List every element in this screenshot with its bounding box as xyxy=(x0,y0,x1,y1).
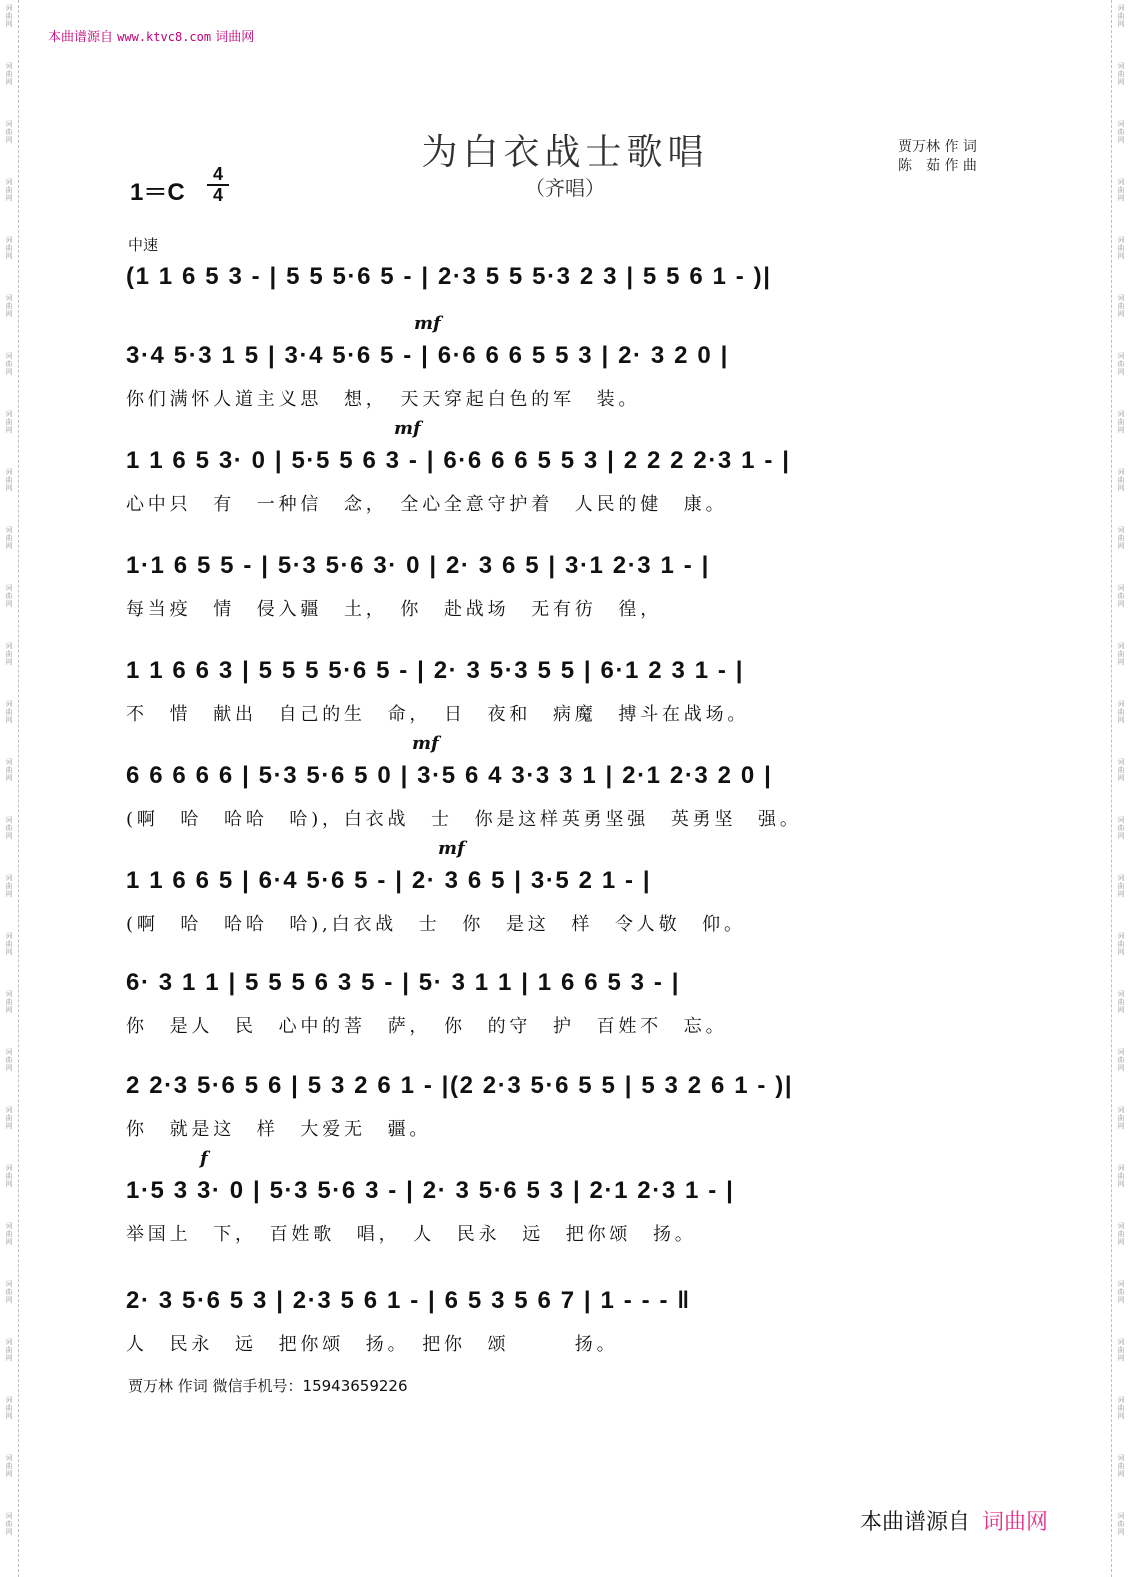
notation-row: 6· 3 1 1 | 5 5 5 6 3 5 - | 5· 3 1 1 | 1 6 6 5 3 - | xyxy=(126,969,681,996)
side-watermark-label: 词 曲 网 xyxy=(1117,1512,1125,1536)
source-prefix: 本曲谱源自 xyxy=(48,30,114,45)
lyrics-row: (啊 哈 哈哈 哈),白衣战 士 你 是这 样 令人敬 仰。 xyxy=(126,914,746,935)
side-watermark-label: 词 曲 网 xyxy=(1117,236,1125,260)
score-line xyxy=(126,733,1006,851)
song-title: 为白衣战士歌唱 xyxy=(421,132,709,173)
score-line xyxy=(126,313,1006,431)
score-line xyxy=(126,1065,1006,1161)
dynamic-marking: mf xyxy=(394,418,421,439)
lyrics-row: 你们满怀人道主义思 想， 天天穿起白色的军 装。 xyxy=(126,389,641,410)
lyrics-row: 举国上 下， 百姓歌 唱， 人 民永 远 把你颂 扬。 xyxy=(126,1224,697,1245)
side-watermark-label: 词 曲 网 xyxy=(1117,526,1125,550)
notation-row: 2 2·3 5·6 5 6 | 5 3 2 6 1 - |(2 2·3 5·6 5 5 | 5 3 2 6 1 - )| xyxy=(126,1072,794,1099)
side-watermark-label: 词 曲 网 xyxy=(1117,352,1125,376)
side-watermark-label: 词 曲 网 xyxy=(1117,178,1125,202)
side-watermark-label: 词 曲 网 xyxy=(1117,816,1125,840)
song-subtitle: （齐唱） xyxy=(525,176,605,200)
lyrics-row: 你 就是这 样 大爱无 疆。 xyxy=(126,1119,432,1140)
lyricist: 贾万林 作 词 xyxy=(898,139,977,155)
lyrics-row: 心中只 有 一种信 念， 全心全意守护着 人民的健 康。 xyxy=(126,494,728,515)
side-watermark-label: 词 曲 网 xyxy=(5,1512,13,1536)
tempo-marking: 中速 xyxy=(128,236,159,254)
meter-top: 4 xyxy=(212,164,223,184)
side-watermark-label: 词 曲 网 xyxy=(5,1280,13,1304)
source-header xyxy=(48,26,254,45)
side-watermark-label: 词 曲 网 xyxy=(1117,62,1125,86)
side-watermark-label: 词 曲 网 xyxy=(1117,700,1125,724)
side-watermark-label: 词 曲 网 xyxy=(5,178,13,202)
notation-row: 1·1 6 5 5 - | 5·3 5·6 3· 0 | 2· 3 6 5 | 3·1 2·3 1 - | xyxy=(126,552,710,579)
source-url-link[interactable]: www.ktvc8.com xyxy=(117,30,212,44)
notation-row: 1 1 6 6 3 | 5 5 5 5·6 5 - | 2· 3 5·3 5 5 | 6·1 2 3 1 - | xyxy=(126,657,745,684)
lyrics-row: 每当疫 情 侵入疆 土， 你 赴战场 无有彷 徨， xyxy=(126,599,662,620)
side-watermark-label: 词 曲 网 xyxy=(5,410,13,434)
lyrics-row: (啊 哈 哈哈 哈)，白衣战 士 你是这样英勇坚强 英勇坚 强。 xyxy=(126,809,802,830)
score-line xyxy=(126,1280,1006,1376)
side-watermark-label: 词 曲 网 xyxy=(5,1106,13,1130)
side-watermark-label: 词 曲 网 xyxy=(1117,584,1125,608)
time-signature xyxy=(207,166,229,204)
side-watermark-label: 词 曲 网 xyxy=(5,816,13,840)
side-watermark-label: 词 曲 网 xyxy=(5,1338,13,1362)
lyrics-row: 不 惜 献出 自己的生 命， 日 夜和 病魔 搏斗在战场。 xyxy=(126,704,750,725)
score-line xyxy=(126,418,1006,536)
side-watermark-label: 词 曲 网 xyxy=(1117,758,1125,782)
side-watermark-label: 词 曲 网 xyxy=(5,294,13,318)
side-watermark-label: 词 曲 网 xyxy=(1117,990,1125,1014)
side-watermark-label: 词 曲 网 xyxy=(1117,1222,1125,1246)
side-watermark-label: 词 曲 网 xyxy=(1117,4,1125,28)
dynamic-marking: mf xyxy=(412,733,439,754)
right-margin-strip xyxy=(1111,0,1130,1577)
brand-footer xyxy=(860,1505,1048,1536)
side-watermark-label: 词 曲 网 xyxy=(1117,932,1125,956)
key-signature: 1＝C xyxy=(130,179,185,206)
side-watermark-label: 词 曲 网 xyxy=(1117,874,1125,898)
side-watermark-label: 词 曲 网 xyxy=(1117,294,1125,318)
side-watermark-label: 词 曲 网 xyxy=(5,352,13,376)
side-watermark-label: 词 曲 网 xyxy=(1117,1454,1125,1478)
side-watermark-label: 词 曲 网 xyxy=(1117,120,1125,144)
dynamic-marking: mf xyxy=(414,313,441,334)
dynamic-marking: mf xyxy=(438,838,465,859)
score-line xyxy=(126,962,1006,1058)
footer-note: 贾万林 作词 微信手机号：15943659226 xyxy=(128,1377,408,1395)
side-watermark-label: 词 曲 网 xyxy=(1117,1164,1125,1188)
side-watermark-label: 词 曲 网 xyxy=(1117,1048,1125,1072)
source-suffix: 词曲网 xyxy=(215,30,255,45)
notation-row: 1 1 6 6 5 | 6·4 5·6 5 - | 2· 3 6 5 | 3·5 2 1 - | xyxy=(126,867,652,894)
notation-row: (1 1 6 5 3 - | 5 5 5·6 5 - | 2·3 5 5 5·3 2 3 | 5 5 6 1 - )| xyxy=(126,263,772,290)
score-line xyxy=(126,650,1006,746)
side-watermark-label: 词 曲 网 xyxy=(5,236,13,260)
side-watermark-label: 词 曲 网 xyxy=(5,62,13,86)
score-line xyxy=(126,838,1006,956)
side-watermark-label: 词 曲 网 xyxy=(5,758,13,782)
lyrics-row: 你 是人 民 心中的菩 萨， 你 的守 护 百姓不 忘。 xyxy=(126,1016,728,1037)
credits xyxy=(898,138,977,176)
side-watermark-label: 词 曲 网 xyxy=(5,1454,13,1478)
side-watermark-label: 词 曲 网 xyxy=(1117,468,1125,492)
score-line xyxy=(126,1148,1006,1266)
notation-row: 3·4 5·3 1 5 | 3·4 5·6 5 - | 6·6 6 6 5 5 3 | 2· 3 2 0 | xyxy=(126,342,729,369)
side-watermark-label: 词 曲 网 xyxy=(1117,1338,1125,1362)
meter-bottom: 4 xyxy=(212,185,223,205)
side-watermark-label: 词 曲 网 xyxy=(5,642,13,666)
side-watermark-label: 词 曲 网 xyxy=(5,700,13,724)
brand-name[interactable]: 词曲网 xyxy=(982,1510,1049,1535)
notation-row: 1·5 3 3· 0 | 5·3 5·6 3 - | 2· 3 5·6 5 3 | 2·1 2·3 1 - | xyxy=(126,1177,735,1204)
brand-prefix: 本曲谱源自 xyxy=(860,1510,971,1535)
side-watermark-label: 词 曲 网 xyxy=(5,990,13,1014)
notation-row: 6 6 6 6 6 | 5·3 5·6 5 0 | 3·5 6 4 3·3 3 1 | 2·1 2·3 2 0 | xyxy=(126,762,773,789)
side-watermark-label: 词 曲 网 xyxy=(5,120,13,144)
notation-row: 2· 3 5·6 5 3 | 2·3 5 6 1 - | 6 5 3 5 6 7 | 1 - - - ‖ xyxy=(126,1287,691,1314)
score-line xyxy=(126,545,1006,641)
side-watermark-label: 词 曲 网 xyxy=(5,4,13,28)
side-watermark-label: 词 曲 网 xyxy=(5,526,13,550)
side-watermark-label: 词 曲 网 xyxy=(5,932,13,956)
composer: 陈 茹 作 曲 xyxy=(898,158,977,174)
dynamic-marking: f xyxy=(200,1148,208,1169)
side-watermark-label: 词 曲 网 xyxy=(5,1222,13,1246)
side-watermark-label: 词 曲 网 xyxy=(5,1048,13,1072)
left-margin-strip xyxy=(0,0,19,1577)
side-watermark-label: 词 曲 网 xyxy=(1117,642,1125,666)
lyrics-row: 人 民永 远 把你颂 扬。 把你 颂 扬。 xyxy=(126,1334,619,1355)
notation-row: 1 1 6 5 3· 0 | 5·5 5 6 3 - | 6·6 6 6 5 5 3 | 2 2 2 2·3 1 - | xyxy=(126,447,791,474)
side-watermark-label: 词 曲 网 xyxy=(1117,410,1125,434)
side-watermark-label: 词 曲 网 xyxy=(1117,1106,1125,1130)
side-watermark-label: 词 曲 网 xyxy=(5,874,13,898)
side-watermark-label: 词 曲 网 xyxy=(1117,1280,1125,1304)
side-watermark-label: 词 曲 网 xyxy=(5,468,13,492)
side-watermark-label: 词 曲 网 xyxy=(5,1396,13,1420)
side-watermark-label: 词 曲 网 xyxy=(5,584,13,608)
side-watermark-label: 词 曲 网 xyxy=(5,1164,13,1188)
side-watermark-label: 词 曲 网 xyxy=(1117,1396,1125,1420)
